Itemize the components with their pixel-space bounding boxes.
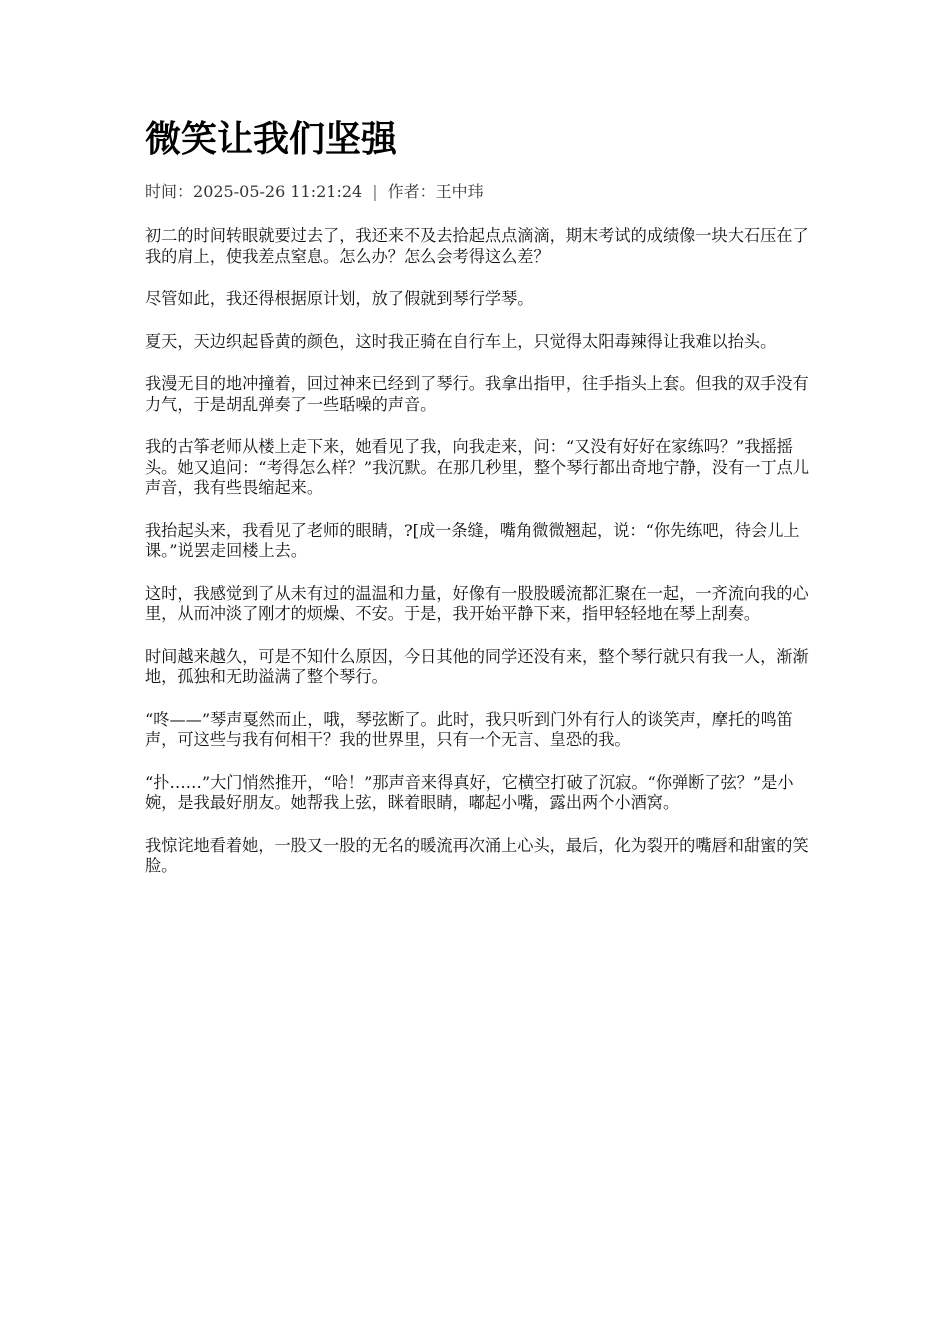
paragraph: 这时，我感觉到了从未有过的温温和力量，好像有一股股暖流都汇聚在一起，一齐流向我的心里，从而冲淡了刚才的烦燥、不安。于是，我开始平静下来，指甲轻轻地在琴上刮奏。 (145, 583, 809, 623)
paragraph: 我惊诧地看着她，一股又一股的无名的暖流再次涌上心头，最后，化为裂开的嘴唇和甜蜜的笑脸。 (145, 835, 809, 875)
article (145, 112, 810, 899)
paragraph: 我的古筝老师从楼上走下来，她看见了我，向我走来，问：“又没有好好在家练吗？”我摇摇头。她又追问：“考得怎么样？”我沉默。在那几秒里，整个琴行都出奇地宁静，没有一丁点儿声音，我有些畏缩起来。 (145, 437, 810, 497)
paragraph: 我漫无目的地冲撞着，回过神来已经到了琴行。我拿出指甲，往手指头上套。但我的双手没有力气，于是胡乱弹奏了一些聒噪的声音。 (145, 374, 809, 414)
paragraph: “咚——”琴声戛然而止，哦，琴弦断了。此时，我只听到门外有行人的谈笑声，摩托的鸣笛声，可这些与我有何相干？我的世界里，只有一个无言、皇恐的我。 (145, 709, 793, 749)
paragraph: 我抬起头来，我看见了老师的眼睛，?[成一条缝，嘴角微微翘起，说：“你先练吧，待会儿上课。”说罢走回楼上去。 (145, 520, 800, 560)
meta-separator: | (372, 182, 378, 201)
time-label: 时间： (145, 182, 194, 201)
paragraph: 初二的时间转眼就要过去了，我还来不及去拾起点点滴滴，期末考试的成绩像一块大石压在了我的肩上，使我差点窒息。怎么办？怎么会考得这么差？ (145, 226, 809, 266)
author-value: 王中玮 (435, 182, 484, 201)
author-label: 作者： (387, 182, 436, 201)
paragraph: 夏天，天边织起昏黄的颜色，这时我正骑在自行车上，只觉得太阳毒辣得让我难以抬头。 (145, 331, 777, 351)
article-body (145, 226, 810, 877)
paragraph: “扑……”大门悄然推开，“哈！”那声音来得真好，它横空打破了沉寂。“你弹断了弦？”是小婉，是我最好朋友。她帮我上弦，眯着眼睛，嘟起小嘴，露出两个小酒窝。 (145, 772, 794, 812)
article-meta (145, 180, 810, 204)
paragraph: 尽管如此，我还得根据原计划，放了假就到琴行学琴。 (145, 289, 534, 308)
article-title: 微笑让我们坚强 (145, 119, 398, 160)
paragraph: 时间越来越久，可是不知什么原因，今日其他的同学还没有来，整个琴行就只有我一人，渐渐地，孤独和无助溢满了整个琴行。 (145, 646, 809, 686)
time-value: 2025-05-26 11:21:24 (193, 182, 363, 201)
